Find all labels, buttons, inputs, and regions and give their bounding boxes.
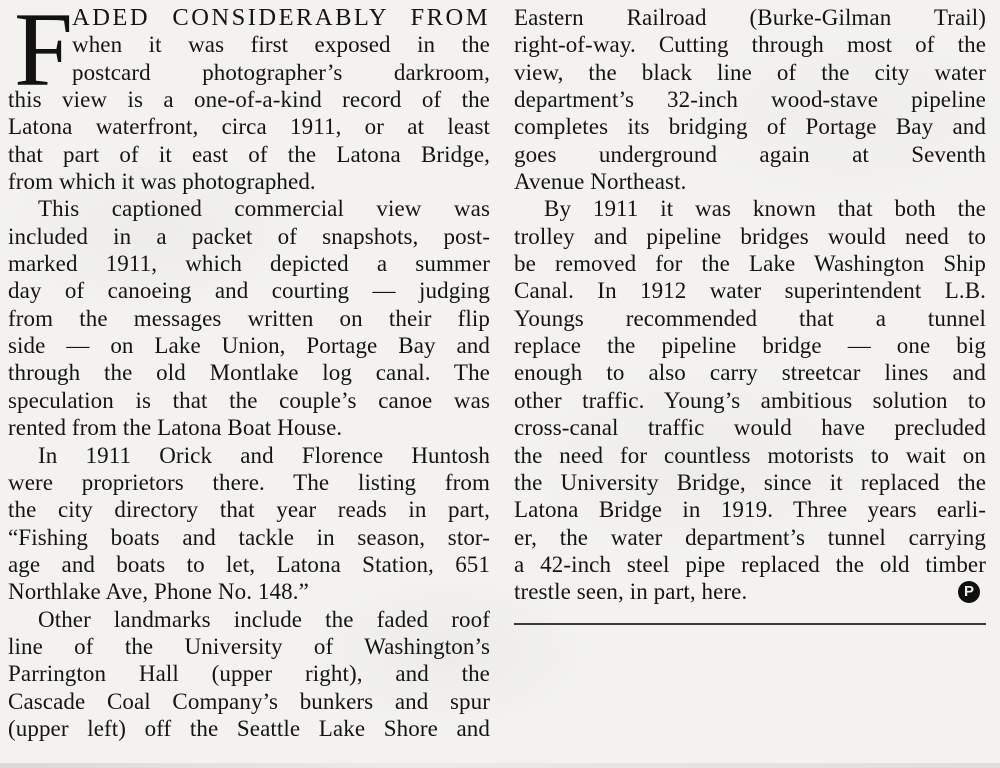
left-column-text bbox=[8, 0, 490, 742]
text-line: through the old Montlake log canal. The bbox=[8, 360, 490, 386]
text-line: Other landmarks include the faded roof bbox=[38, 606, 490, 632]
text-line: department’s 32-inch wood-stave pipeline bbox=[514, 87, 986, 113]
text-line: er, the water department’s tunnel carrying bbox=[514, 524, 986, 550]
text-line: Latona Bridge in 1919. Three years earli- bbox=[514, 497, 986, 523]
text-line: completes its bridging of Portage Bay and bbox=[514, 114, 986, 140]
text-line: a 42-inch steel pipe replaced the old timber bbox=[514, 551, 986, 577]
text-line: Avenue Northeast. bbox=[514, 169, 687, 195]
scan-edge-artifact bbox=[0, 763, 1000, 768]
text-line: By 1911 it was known that both the bbox=[544, 196, 986, 222]
text-line: the city directory that year reads in part, bbox=[8, 497, 490, 523]
text-line: Northlake Ave, Phone No. 148.” bbox=[8, 579, 309, 605]
text-line: In 1911 Orick and Florence Huntosh bbox=[38, 442, 490, 468]
text-line-text: trestle seen, in part, here. bbox=[514, 579, 748, 605]
paragraph bbox=[8, 0, 490, 195]
text-line bbox=[514, 578, 986, 605]
text-line: from the messages written on their flip bbox=[8, 305, 490, 331]
text-line: marked 1911, which depicted a summer bbox=[8, 251, 490, 277]
end-of-article-rule bbox=[514, 623, 986, 625]
text-line: that part of it east of the Latona Bridge, bbox=[8, 141, 490, 167]
text-line: side — on Lake Union, Portage Bay and bbox=[8, 333, 490, 359]
text-line: the University Bridge, since it replaced the bbox=[514, 469, 986, 495]
text-line: rented from the Latona Boat House. bbox=[8, 415, 343, 441]
text-line: view, the black line of the city water bbox=[514, 59, 986, 85]
text-line: speculation is that the couple’s canoe was bbox=[8, 387, 490, 413]
text-line: trolley and pipeline bridges would need to bbox=[514, 223, 986, 249]
text-line: Parrington Hall (upper right), and the bbox=[8, 661, 490, 687]
text-line: included in a packet of snapshots, post- bbox=[8, 223, 490, 249]
drop-cap: F bbox=[14, 0, 73, 108]
text-line: Cascade Coal Company’s bunkers and spur bbox=[8, 688, 490, 714]
text-line: ADED CONSIDERABLY FROM bbox=[72, 4, 490, 31]
text-line: Latona waterfront, circa 1911, or at least bbox=[8, 114, 490, 140]
text-line: postcard photographer’s darkroom, bbox=[72, 59, 490, 85]
paragraph bbox=[8, 442, 490, 606]
paragraph bbox=[514, 4, 986, 195]
text-line: goes underground again at Seventh bbox=[514, 141, 986, 167]
text-line: the need for countless motorists to wait on bbox=[514, 442, 986, 468]
text-line: Eastern Railroad (Burke-Gilman Trail) bbox=[514, 5, 986, 30]
text-line: This captioned commercial view was bbox=[38, 196, 490, 222]
text-line: were proprietors there. The listing from bbox=[8, 469, 490, 495]
paragraph bbox=[8, 195, 490, 441]
right-column bbox=[514, 4, 986, 625]
paragraph bbox=[8, 606, 490, 743]
text-line: right-of-way. Cutting through most of the bbox=[514, 32, 986, 58]
text-line: Canal. In 1912 water superintendent L.B. bbox=[514, 278, 986, 304]
paragraph bbox=[514, 195, 986, 605]
text-line: enough to also carry streetcar lines and bbox=[514, 360, 986, 386]
text-line: (upper left) off the Seattle Lake Shore and bbox=[8, 715, 490, 741]
text-line: from which it was photographed. bbox=[8, 169, 316, 195]
text-line: when it was first exposed in the bbox=[72, 32, 490, 58]
text-line: replace the pipeline bridge — one big bbox=[514, 333, 986, 359]
text-line: be removed for the Lake Washington Ship bbox=[514, 251, 986, 277]
end-of-article-mark: P bbox=[958, 581, 980, 603]
text-line: “Fishing boats and tackle in season, stor- bbox=[8, 524, 490, 550]
text-line: cross-canal traffic would have precluded bbox=[514, 415, 986, 441]
text-line: this view is a one-of-a-kind record of the bbox=[8, 87, 490, 113]
text-line: line of the University of Washington’s bbox=[8, 633, 490, 659]
text-line: Youngs recommended that a tunnel bbox=[514, 305, 986, 331]
text-line: day of canoeing and courting — judging bbox=[8, 278, 490, 304]
text-line: other traffic. Young’s ambitious solution to bbox=[514, 387, 986, 413]
right-column-text bbox=[514, 4, 986, 606]
text-line: age and boats to let, Latona Station, 651 bbox=[8, 551, 490, 577]
left-column bbox=[8, 0, 490, 742]
